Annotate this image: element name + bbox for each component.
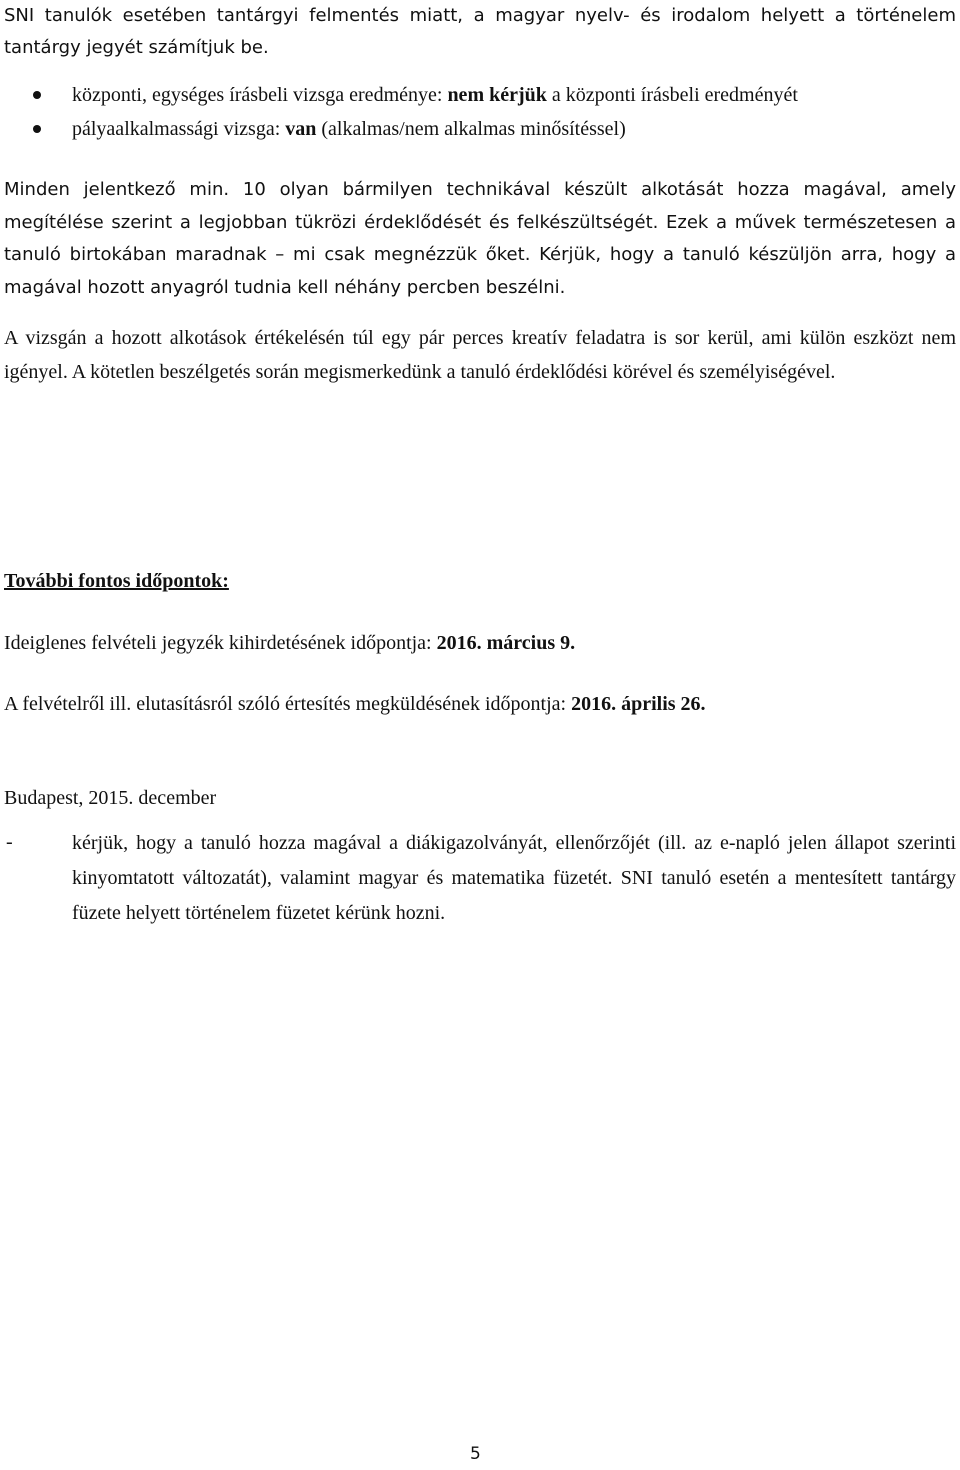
date-line-notification: [4, 688, 706, 720]
bullet-emphasis: van: [285, 118, 317, 140]
page-number: 5: [470, 1444, 481, 1464]
list-item: [0, 113, 960, 147]
section-heading: További fontos időpontok:: [4, 570, 229, 592]
bullet-suffix: (alkalmas/nem alkalmas minősítéssel): [316, 118, 626, 140]
exam-paragraph: A vizsgán a hozott alkotások értékelésén túl egy pár perces kreatív feladatra is sor kerül, ami külön eszközt nem igényel. A kötetlen beszélgetés során megismerkedünk a tanuló érdeklődési körével és személyiségével.: [4, 327, 956, 383]
bullet-text: [72, 79, 798, 111]
list-item: [0, 79, 960, 113]
portfolio-paragraph: Minden jelentkező min. 10 olyan bármilyen technikával készült alkotását hozza magával, amely megítélése szerint a legjobban tükrözi érdeklődését és felkészültségét. Ezek a művek természetesen a tanuló birtokában maradnak – mi csak megnézzük őket. Kérjük, hogy a tanuló készüljön arra, hogy a magával hozott anyagról tudnia kell néhány percben beszélni.: [4, 179, 956, 298]
date-label: A felvételről ill. elutasításról szóló értesítés megküldésének időpontja:: [4, 693, 572, 715]
bullet-text: [72, 113, 626, 145]
date-label: Ideiglenes felvételi jegyzék kihirdetésének időpontja:: [4, 632, 437, 654]
requirements-list: [0, 79, 960, 147]
bullet-icon: [33, 125, 41, 133]
date-value: 2016. március 9.: [436, 632, 576, 654]
intro-text: SNI tanulók esetében tantárgyi felmentés miatt, a magyar nyelv- és irodalom helyett a történelem tantárgy jegyét számítjuk be.: [4, 5, 956, 58]
intro-paragraph: [4, 0, 956, 64]
bullet-prefix: központi, egységes írásbeli vizsga eredménye:: [72, 84, 448, 106]
bullet-suffix: a központi írásbeli eredményét: [546, 84, 798, 106]
dash-marker: -: [6, 831, 13, 853]
bullet-prefix: pályaalkalmassági vizsga:: [72, 118, 286, 140]
bullet-emphasis: nem kérjük: [447, 84, 547, 106]
bullet-icon: [33, 91, 41, 99]
place-date-signature: Budapest, 2015. december: [4, 787, 217, 809]
date-line-provisional: [4, 627, 575, 659]
date-value: 2016. április 26.: [571, 693, 706, 715]
dash-item-text: kérjük, hogy a tanuló hozza magával a diákigazolványát, ellenőrzőjét (ill. az e-napló jelen állapot szerinti kinyomtatott változatát), valamint magyar és matematika füzetét. SNI tanuló esetén a mentesített tantárgy füzete helyett történelem füzetet kérünk hozni.: [72, 832, 956, 924]
